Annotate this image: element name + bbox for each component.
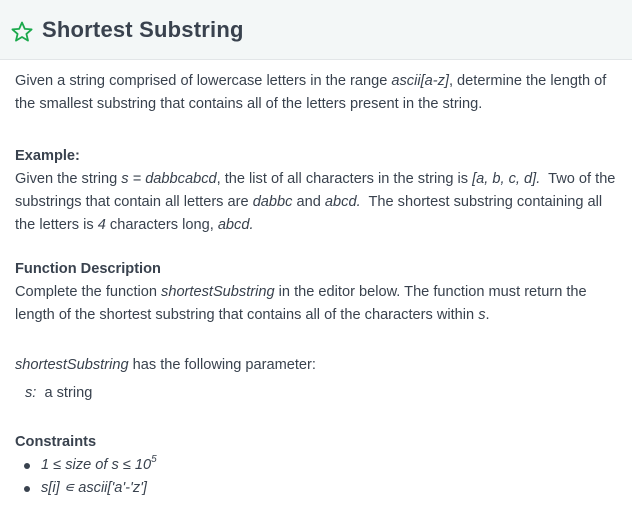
fd-var: s (478, 307, 486, 323)
fd-text: Complete the function (15, 284, 162, 300)
intro-range: ascii[a-z] (391, 73, 449, 89)
problem-title: Shortest Substring (42, 16, 244, 42)
function-description-section (15, 258, 617, 327)
param-desc: a string (36, 385, 93, 401)
constraint-exponent: 5 (151, 454, 157, 466)
constraint-text: 1 ≤ size of s ≤ 10 (41, 457, 152, 473)
function-description-paragraph (15, 281, 617, 327)
example-char-list: [a, b, c, d]. (472, 171, 541, 187)
problem-header (0, 0, 632, 60)
intro-text: Given a string comprised of lowercase letters in the range (15, 73, 392, 89)
fd-text: in the editor below. The function must return the length of the shortest substring that contains all of the characters within (15, 284, 587, 323)
example-text: characters long, (105, 217, 218, 233)
fd-text: . (485, 307, 490, 323)
example-answer: abcd. (217, 217, 254, 233)
example-substring: dabbc (252, 194, 293, 210)
intro-text-end: , determine the length of the smallest substring that contains all of the letters present in the string. (15, 73, 607, 112)
param-name: s: (25, 385, 37, 401)
fd-function-name: shortestSubstring (161, 284, 275, 300)
constraints-list (15, 454, 617, 500)
parameter-item (15, 382, 617, 405)
example-heading: Example: (15, 148, 80, 164)
constraints-heading: Constraints (15, 434, 97, 450)
constraints-section (15, 431, 617, 500)
example-text: Two of the substrings that contain all letters are (15, 171, 620, 210)
star-icon[interactable] (10, 20, 34, 44)
example-substring: abcd. (324, 194, 361, 210)
intro-paragraph (15, 70, 617, 116)
param-function-name: shortestSubstring (15, 357, 129, 373)
example-text: and (292, 194, 325, 210)
function-description-heading: Function Description (15, 261, 161, 277)
constraint-item (15, 477, 617, 500)
example-text: The shortest substring containing all the letters is (15, 194, 607, 233)
example-text: Given the string (15, 171, 122, 187)
example-text: , the list of all characters in the string is (216, 171, 473, 187)
param-text: has the following parameter: (128, 357, 316, 373)
example-string: s = dabbcabcd (121, 171, 217, 187)
problem-statement (0, 60, 632, 500)
example-length: 4 (97, 217, 106, 233)
constraint-item (15, 454, 617, 477)
example-paragraph (15, 168, 620, 237)
constraint-text: s[i] ∊ ascii['a'-'z'] (41, 480, 147, 496)
parameters-intro (15, 354, 617, 377)
example-section (15, 145, 620, 237)
parameters-section (15, 354, 617, 405)
